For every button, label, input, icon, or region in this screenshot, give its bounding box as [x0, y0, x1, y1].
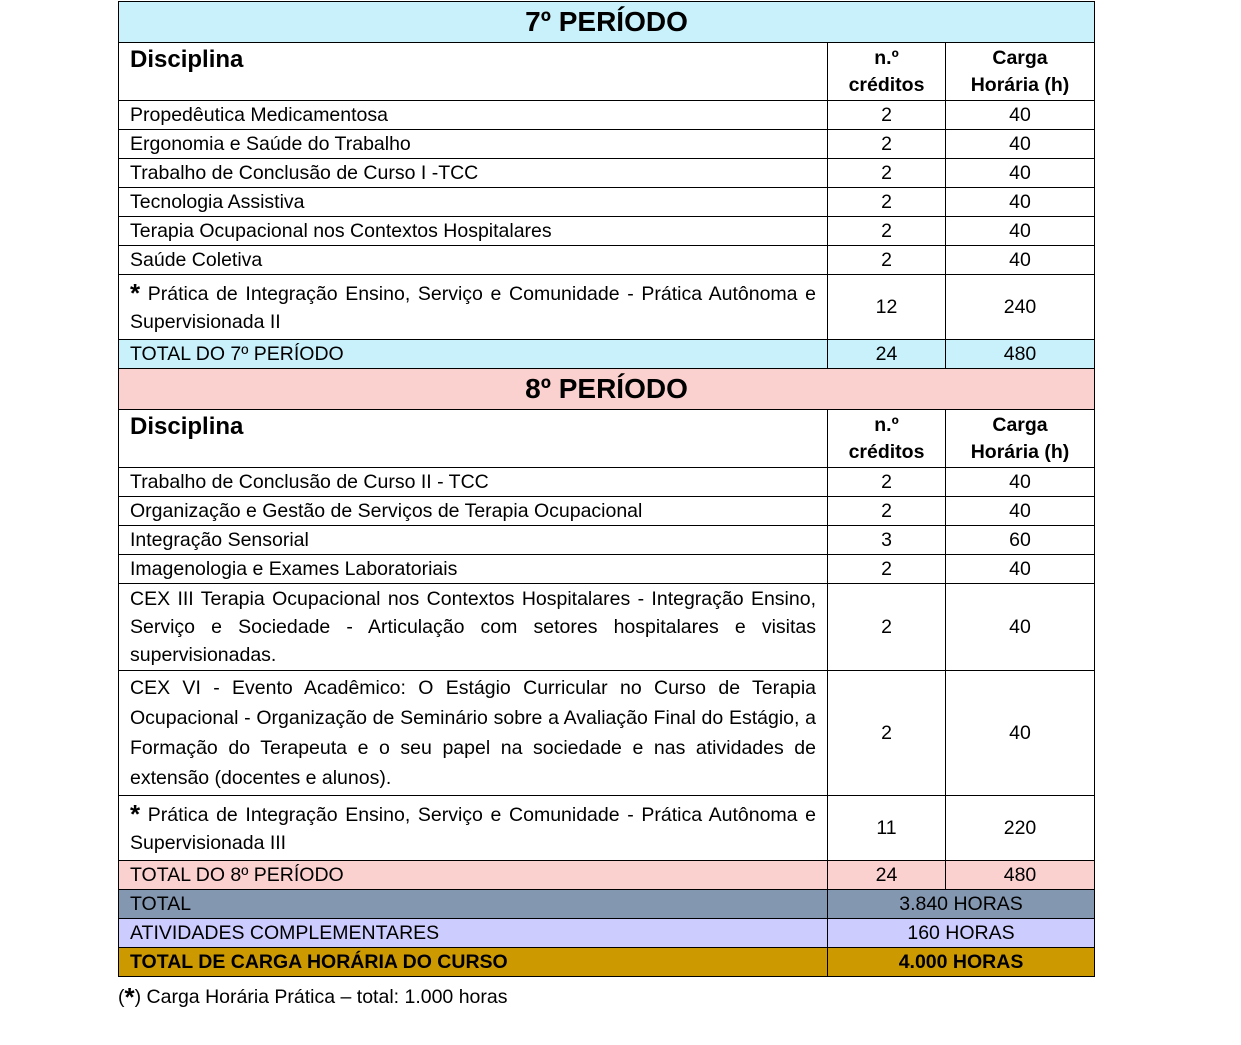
- table-row: [119, 159, 1095, 188]
- disciplina-header: Disciplina: [119, 43, 828, 101]
- carga-header: [946, 410, 1095, 468]
- hours-value: 240: [946, 275, 1095, 340]
- period-7-title-row: [119, 2, 1095, 43]
- discipline-name: Propedêutica Medicamentosa: [119, 101, 828, 130]
- discipline-name: Ergonomia e Saúde do Trabalho: [119, 130, 828, 159]
- total-credits: 24: [828, 861, 946, 890]
- hours-value: 40: [946, 130, 1095, 159]
- credits-value: 2: [828, 217, 946, 246]
- footnote-paren: (: [118, 986, 125, 1008]
- creditos-header-line1: n.º: [874, 46, 899, 69]
- credits-value: 2: [828, 671, 946, 796]
- footnote-text: ) Carga Horária Prática – total: 1.000 horas: [134, 986, 508, 1008]
- cex3-row: [119, 584, 1095, 671]
- period-8-title: 8º PERÍODO: [119, 369, 1095, 410]
- footnote: [118, 982, 507, 1013]
- hours-value: 40: [946, 246, 1095, 275]
- asterisk-mark: *: [130, 277, 141, 308]
- carga-header-line1: Carga: [992, 46, 1048, 69]
- period-7-title: 7º PERÍODO: [119, 2, 1095, 43]
- hours-value: 40: [946, 497, 1095, 526]
- hours-value: 60: [946, 526, 1095, 555]
- complementares-value: 160 HORAS: [828, 919, 1095, 948]
- course-total-label: TOTAL DE CARGA HORÁRIA DO CURSO: [119, 948, 828, 977]
- period-7-header-row: [119, 43, 1095, 101]
- discipline-name: Trabalho de Conclusão de Curso I -TCC: [119, 159, 828, 188]
- credits-value: 12: [828, 275, 946, 340]
- period-7-total-row: [119, 340, 1095, 369]
- practice-text: Prática de Integração Ensino, Serviço e Comunidade - Prática Autônoma e Supervisionada II: [130, 282, 816, 333]
- credits-value: 2: [828, 497, 946, 526]
- discipline-name: Imagenologia e Exames Laboratoriais: [119, 555, 828, 584]
- grand-total-row: [119, 890, 1095, 919]
- credits-value: 2: [828, 584, 946, 671]
- carga-header: [946, 43, 1095, 101]
- period-8-total-row: [119, 861, 1095, 890]
- credits-value: 2: [828, 246, 946, 275]
- hours-value: 40: [946, 159, 1095, 188]
- carga-header-line2: Horária (h): [970, 73, 1070, 96]
- hours-value: 40: [946, 671, 1095, 796]
- table-row: [119, 468, 1095, 497]
- grand-total-label: TOTAL: [119, 890, 828, 919]
- table-row: [119, 526, 1095, 555]
- footnote-asterisk: *: [124, 982, 135, 1012]
- practice-name: [119, 275, 828, 340]
- table-row: [119, 130, 1095, 159]
- period-8-header-row: [119, 410, 1095, 468]
- practice-row-7: [119, 275, 1095, 340]
- credits-value: 2: [828, 159, 946, 188]
- hours-value: 40: [946, 468, 1095, 497]
- course-total-value: 4.000 HORAS: [828, 948, 1095, 977]
- period-8-title-row: [119, 369, 1095, 410]
- hours-value: 40: [946, 555, 1095, 584]
- discipline-name: CEX III Terapia Ocupacional nos Contextos Hospitalares - Integração Ensino, Serviço e Sociedade - Articulação com setores hospitalares e visitas supervisionadas.: [119, 584, 828, 671]
- creditos-header-line2: créditos: [848, 440, 925, 463]
- carga-header-line2: Horária (h): [970, 440, 1070, 463]
- discipline-name: CEX VI - Evento Acadêmico: O Estágio Curricular no Curso de Terapia Ocupacional - Organização de Seminário sobre a Avaliação Final do Estágio, a Formação do Terapeuta e o seu papel na sociedade e nas atividades de extensão (docentes e alunos).: [119, 671, 828, 796]
- complementares-label: ATIVIDADES COMPLEMENTARES: [119, 919, 828, 948]
- discipline-name: Saúde Coletiva: [119, 246, 828, 275]
- cex6-row: [119, 671, 1095, 796]
- curriculum-table: [118, 1, 1095, 977]
- hours-value: 220: [946, 796, 1095, 861]
- practice-row-8: [119, 796, 1095, 861]
- practice-text: Prática de Integração Ensino, Serviço e Comunidade - Prática Autônoma e Supervisionada III: [130, 803, 816, 854]
- creditos-header: [828, 410, 946, 468]
- table-row: [119, 497, 1095, 526]
- credits-value: 2: [828, 130, 946, 159]
- credits-value: 2: [828, 188, 946, 217]
- total-label: TOTAL DO 8º PERÍODO: [119, 861, 828, 890]
- table-row: [119, 101, 1095, 130]
- table-row: [119, 217, 1095, 246]
- discipline-name: Terapia Ocupacional nos Contextos Hospitalares: [119, 217, 828, 246]
- credits-value: 3: [828, 526, 946, 555]
- asterisk-mark: *: [130, 798, 141, 829]
- table-row: [119, 188, 1095, 217]
- creditos-header: [828, 43, 946, 101]
- disciplina-header: Disciplina: [119, 410, 828, 468]
- hours-value: 40: [946, 188, 1095, 217]
- total-hours: 480: [946, 340, 1095, 369]
- credits-value: 11: [828, 796, 946, 861]
- hours-value: 40: [946, 584, 1095, 671]
- hours-value: 40: [946, 101, 1095, 130]
- credits-value: 2: [828, 101, 946, 130]
- practice-name: [119, 796, 828, 861]
- discipline-name: Trabalho de Conclusão de Curso II - TCC: [119, 468, 828, 497]
- carga-header-line1: Carga: [992, 413, 1048, 436]
- complementares-row: [119, 919, 1095, 948]
- course-total-row: [119, 948, 1095, 977]
- curriculum-document: [118, 1, 1094, 977]
- table-row: [119, 246, 1095, 275]
- creditos-header-line1: n.º: [874, 413, 899, 436]
- credits-value: 2: [828, 555, 946, 584]
- creditos-header-line2: créditos: [848, 73, 925, 96]
- table-row: [119, 555, 1095, 584]
- grand-total-value: 3.840 HORAS: [828, 890, 1095, 919]
- discipline-name: Tecnologia Assistiva: [119, 188, 828, 217]
- total-label: TOTAL DO 7º PERÍODO: [119, 340, 828, 369]
- credits-value: 2: [828, 468, 946, 497]
- total-hours: 480: [946, 861, 1095, 890]
- discipline-name: Integração Sensorial: [119, 526, 828, 555]
- total-credits: 24: [828, 340, 946, 369]
- hours-value: 40: [946, 217, 1095, 246]
- discipline-name: Organização e Gestão de Serviços de Terapia Ocupacional: [119, 497, 828, 526]
